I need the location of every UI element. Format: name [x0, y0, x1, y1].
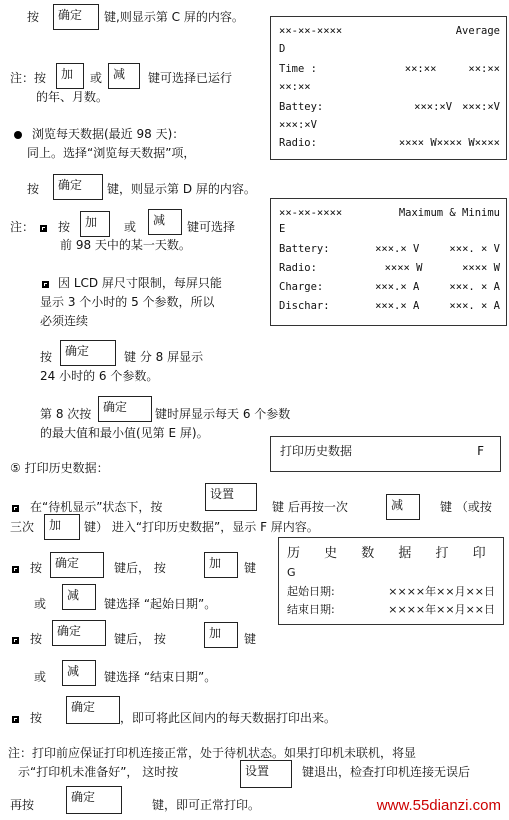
text: 键可选择: [187, 220, 236, 234]
lcd-screen-d: [270, 198, 507, 326]
plus-button[interactable]: 加: [44, 514, 80, 540]
text: 或: [34, 670, 47, 684]
battery-value: ×××:×V: [462, 101, 500, 113]
battery-label: Battey:: [279, 101, 324, 113]
section-heading: 浏览每天数据(最近 98 天)：: [32, 127, 185, 141]
plus-button[interactable]: 加: [56, 63, 84, 89]
minus-button[interactable]: 减: [148, 209, 182, 235]
text: 键 后再按一次: [272, 500, 348, 514]
bullet-icon: [14, 131, 22, 139]
time-value: ××:××: [404, 63, 437, 75]
text: 三次: [10, 520, 35, 534]
text: 或: [34, 597, 47, 611]
screen-code: F: [477, 444, 484, 458]
text: 键，即可正常打印。: [152, 798, 261, 812]
text: 键,则显示第 C 屏的内容。: [104, 10, 244, 24]
date-value: ××-××-××××: [279, 25, 343, 37]
setup-button[interactable]: 设置: [205, 483, 257, 511]
text: 键） 进入“打印历史数据”，显示 F 屏内容。: [84, 520, 319, 534]
radio-max: ×××× W: [384, 262, 423, 274]
text: 24 小时的 6 个参数。: [40, 369, 159, 383]
start-date-value: ××××年××月××日: [388, 585, 495, 598]
square-bullet-icon: [12, 637, 19, 644]
text: 键后， 按: [114, 632, 166, 646]
screen-title: 打印历史数据: [280, 444, 353, 458]
ok-button[interactable]: 确定: [52, 620, 106, 646]
square-bullet-icon: [12, 566, 19, 573]
lcd-screen-f: [278, 537, 504, 625]
radio-value: ×××× W: [398, 137, 437, 149]
text: ，即可将此区间内的每天数据打印出来。: [120, 711, 337, 725]
ok-button[interactable]: 确定: [53, 4, 99, 30]
minus-button[interactable]: 减: [108, 63, 140, 89]
screen-code: D: [279, 43, 286, 55]
text: 的年、月数。: [36, 90, 109, 104]
text: 按: [58, 220, 71, 234]
charge-min: ×××. × A: [449, 281, 500, 293]
text: 键: [244, 561, 257, 575]
square-bullet-icon: [12, 505, 19, 512]
ok-button[interactable]: 确定: [66, 786, 122, 814]
minus-button[interactable]: 减: [386, 494, 420, 520]
date-value: ××-××-××××: [279, 207, 343, 219]
text: 键选择 “结束日期”。: [104, 670, 217, 684]
radio-value: ×××× W: [436, 137, 475, 149]
time-label: Time :: [279, 63, 317, 75]
battery-max: ×××.× V: [375, 243, 420, 255]
text: 或: [90, 71, 103, 85]
discharge-max: ×××.× A: [375, 300, 420, 312]
text: 同上。选择“浏览每天数据”项，: [27, 146, 196, 160]
text: 键后， 按: [114, 561, 166, 575]
time-value: ××:××: [279, 81, 311, 93]
radio-min: ×××× W: [462, 262, 500, 274]
square-bullet-icon: [40, 225, 47, 232]
charge-max: ×××.× A: [375, 281, 420, 293]
text: 前 98 天中的某一天数。: [60, 238, 191, 252]
text: 按: [40, 350, 53, 364]
ok-button[interactable]: 确定: [50, 552, 104, 578]
text: 或: [124, 220, 137, 234]
text: 按: [30, 561, 43, 575]
text: 键退出，检查打印机连接无误后: [302, 765, 471, 779]
note-text: 注：打印前应保证打印机连接正常，处于待机状态。如果打印机未联机，将显: [8, 746, 417, 760]
discharge-label: Dischar:: [279, 300, 330, 312]
end-date-value: ××××年××月××日: [388, 603, 495, 616]
minus-button[interactable]: 减: [62, 584, 96, 610]
text: 的最大值和最小值(见第 E 屏)。: [40, 426, 209, 440]
text: 键 分 8 屏显示: [124, 350, 204, 364]
battery-min: ×××. × V: [449, 243, 500, 255]
watermark: www.55dianzi.com: [376, 797, 501, 814]
note-text: 注：按: [10, 71, 47, 85]
time-value: ××:××: [468, 63, 500, 75]
text: 键时屏显示每天 6 个参数: [155, 407, 291, 421]
text: 按: [30, 711, 43, 725]
square-bullet-icon: [42, 281, 49, 288]
ok-button[interactable]: 确定: [66, 696, 120, 724]
minus-button[interactable]: 减: [62, 660, 96, 686]
text: 键，则显示第 D 屏的内容。: [107, 182, 256, 196]
text: 键 （或按: [440, 500, 492, 514]
battery-value: ×××:×V: [279, 119, 317, 131]
text: 因 LCD 屏尺寸限制，每屏只能: [58, 276, 222, 290]
text: 按: [27, 182, 40, 196]
text: 键可选择已运行: [148, 71, 233, 85]
end-date-label: 结束日期:: [287, 603, 335, 616]
lcd-screen-c: [270, 16, 507, 160]
plus-button[interactable]: 加: [80, 211, 110, 237]
plus-button[interactable]: 加: [204, 622, 238, 648]
screen-title: 历 史 数 据 打 印: [287, 546, 496, 561]
note-text: 注：: [10, 220, 35, 234]
text: 示“打印机未准备好”， 这时按: [18, 765, 179, 779]
text: 在“待机显示”状态下，按: [30, 500, 163, 514]
radio-label: Radio:: [279, 262, 317, 274]
text: 显示 3 个小时的 5 个参数，所以: [40, 295, 215, 309]
setup-button[interactable]: 设置: [240, 760, 292, 788]
section-heading: ⑤ 打印历史数据：: [10, 461, 109, 475]
battery-label: Battery:: [279, 243, 330, 255]
screen-code: G: [287, 566, 296, 579]
start-date-label: 起始日期:: [287, 585, 335, 598]
ok-button[interactable]: 确定: [60, 340, 116, 366]
discharge-min: ×××. × A: [449, 300, 500, 312]
square-bullet-icon: [12, 716, 19, 723]
radio-value: ××××: [474, 137, 500, 149]
mode-label: Average: [455, 25, 500, 37]
battery-value: ×××:×V: [414, 101, 453, 113]
plus-button[interactable]: 加: [204, 552, 238, 578]
charge-label: Charge:: [279, 281, 324, 293]
mode-label: Maximum & Minimu: [398, 207, 500, 219]
ok-button[interactable]: 确定: [98, 396, 152, 422]
text: 第 8 次按: [40, 407, 92, 421]
ok-button[interactable]: 确定: [53, 174, 103, 200]
screen-code: E: [279, 223, 286, 235]
text: 按: [30, 632, 43, 646]
text: 按: [27, 10, 40, 24]
text: 键选择 “起始日期”。: [104, 597, 217, 611]
text: 必须连续: [40, 314, 89, 328]
lcd-screen-e: [270, 436, 501, 472]
text: 再按: [10, 798, 35, 812]
radio-label: Radio:: [279, 137, 317, 149]
text: 键: [244, 632, 257, 646]
